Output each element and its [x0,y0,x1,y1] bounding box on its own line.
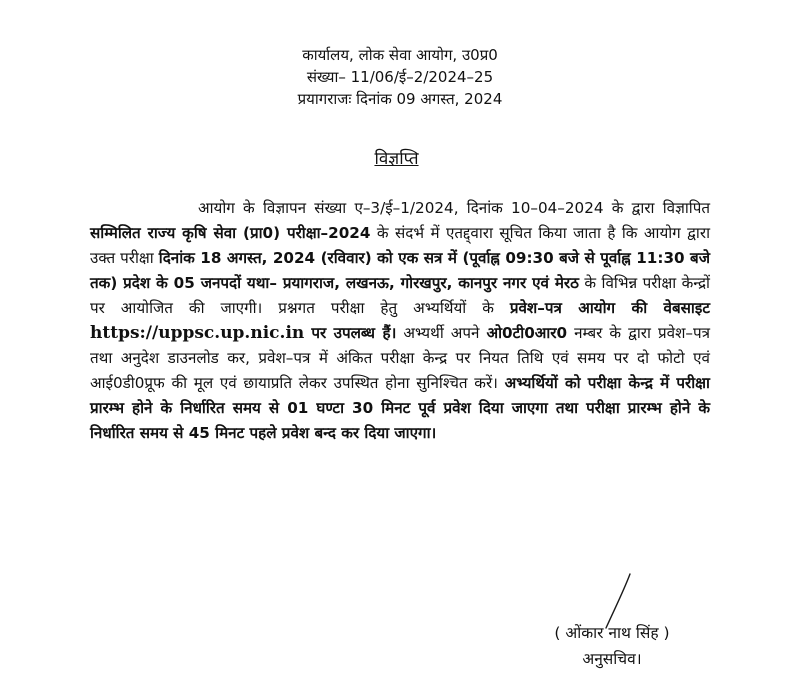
body-text-3: के विभिन्न परीक्षा केन्द्रों पर आयोजित की जाएगी। प्रश्नगत परीक्षा हेतु अभ्यर्थियों के [90,274,710,317]
signatory-name: ( ओंकार नाथ सिंह ) [554,624,670,642]
exam-schedule: दिनांक 18 अगस्त, 2024 (रविवार) को एक सत्र में (पूर्वाह्न 09:30 बजे से पूर्वाह्न 11:30 बजे तक) प्रदेश के 05 जनपदों यथा– प्रयागराज, लखनऊ, गोरखपुर, कानपुर नगर एवं मेरठ [90,249,710,292]
body-text-1: आयोग के विज्ञापन संख्या ए–3/ई–1/2024, दिनांक 10–04–2024 के द्वारा विज्ञापित [198,199,710,217]
notice-title: विज्ञप्ति [374,149,419,169]
website-url[interactable]: https://uppsc.up.nic.in [90,323,305,343]
reference-number: संख्या– 11/06/ई–2/2024–25 [306,68,494,86]
exam-name: सम्मिलित राज्य कृषि सेवा (प्रा0) परीक्षा–2024 [90,224,371,242]
place-date: प्रयागराजः दिनांक 09 अगस्त, 2024 [297,90,503,108]
signatory-designation: अनुसचिव। [582,650,642,668]
body-text-4: अभ्यर्थी अपने [396,324,487,342]
otr-text: ओ0टी0आर0 [486,324,568,342]
signature-block [527,620,697,672]
body-text-2: के संदर्भ में एतद्द्वारा सूचित किया जाता है कि आयोग द्वारा उक्त परीक्षा [90,224,710,267]
office-name: कार्यालय, लोक सेवा आयोग, उ0प्र0 [302,46,498,64]
body-text-5: नम्बर के द्वारा प्रवेश–पत्र तथा अनुदेश डाउनलोड कर, प्रवेश–पत्र में अंकित परीक्षा केन्द्र पर नियत तिथि एवं समय पर दो फोटो एवं आई0डी0प्रूफ की मूल एवं छायाप्रति लेकर उपस्थित होना सुनिश्चित करें। [90,324,710,392]
entry-instructions: अभ्यर्थियों को परीक्षा केन्द्र में परीक्षा प्रारम्भ होने के निर्धारित समय से 01 घण्टा 30 मिनट पूर्व प्रवेश दिया जाएगा तथा परीक्षा प्रारम्भ होने के निर्धारित समय से 45 मिनट पहले प्रवेश बन्द कर दिया जाएगा। [90,374,710,442]
availability-text: पर उपलब्ध हैं। [311,324,397,342]
admit-card-text: प्रवेश–पत्र आयोग की वेबसाइट [509,299,710,317]
notice-body [90,196,710,446]
letterhead [240,44,560,110]
